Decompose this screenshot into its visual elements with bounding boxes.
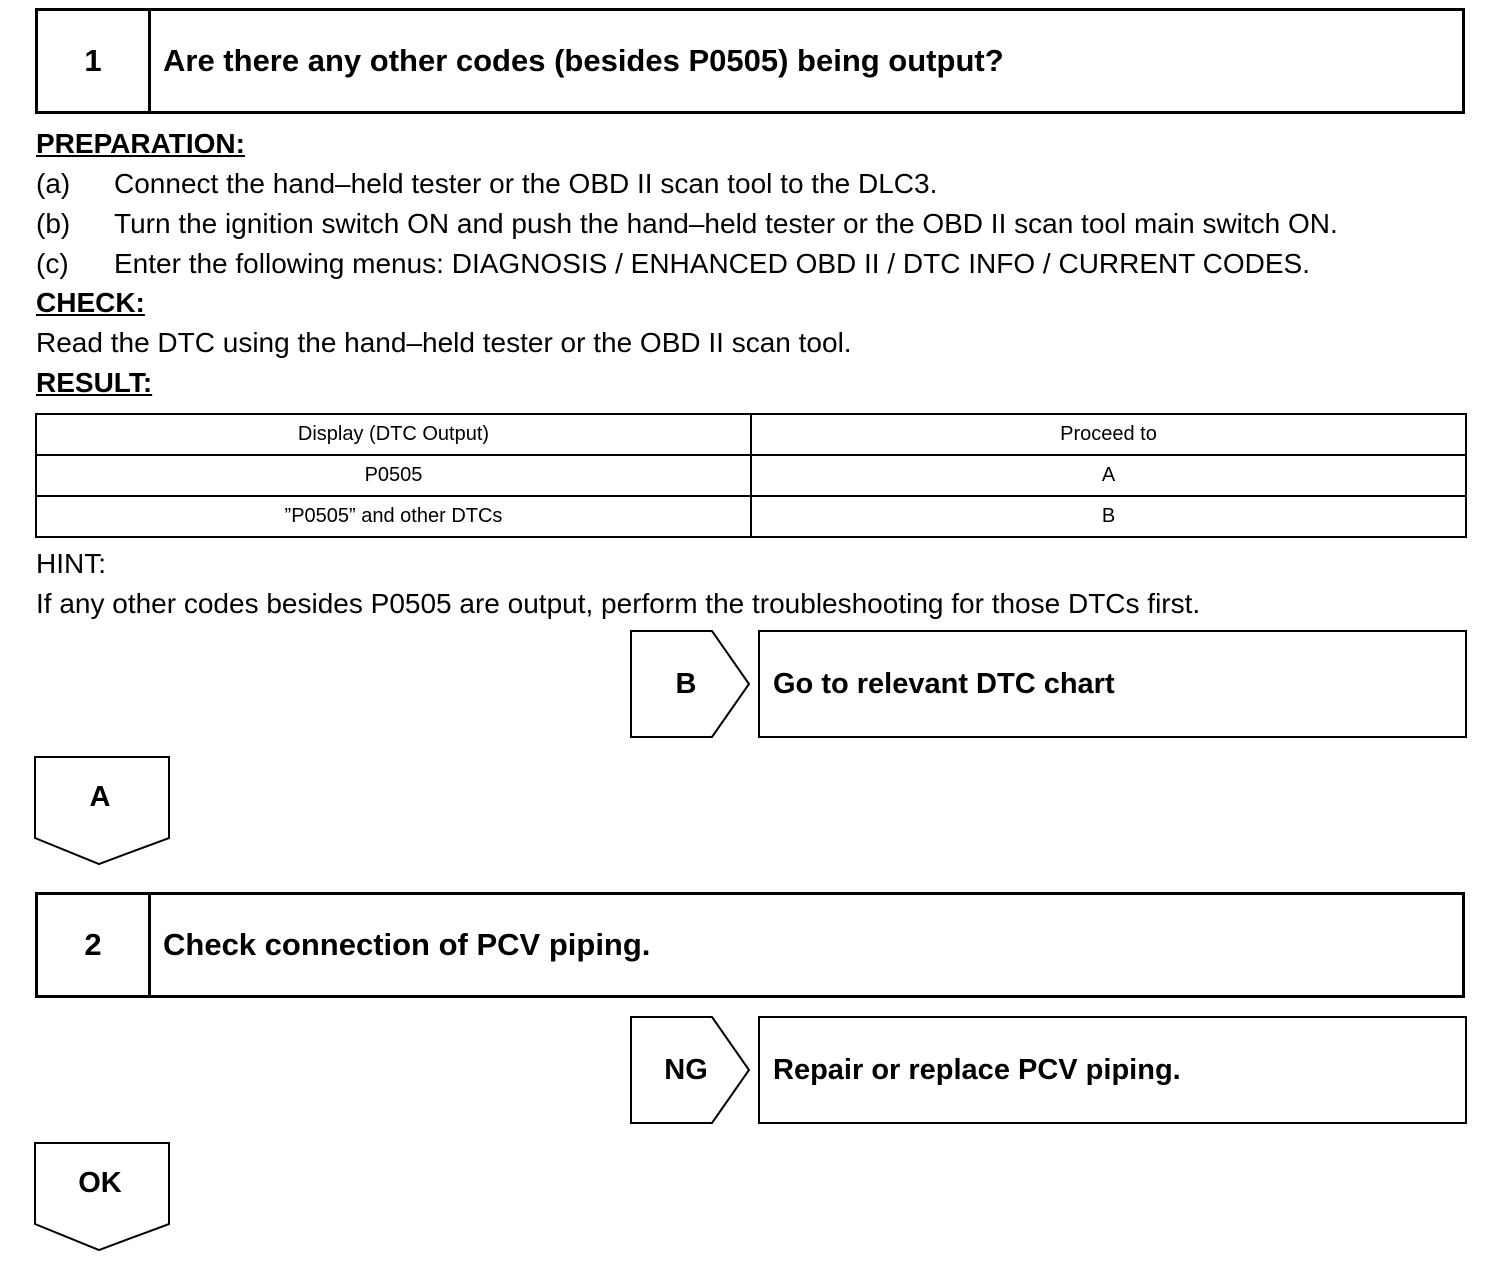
step-1-header <box>35 8 1465 114</box>
table-cell-proceed: B <box>751 496 1466 537</box>
branch-b-result: Go to relevant DTC chart <box>758 630 1467 738</box>
table-row <box>36 455 1466 496</box>
table-cell-display: ”P0505” and other DTCs <box>36 496 751 537</box>
branch-ng-label: NG <box>664 1053 708 1086</box>
preparation-item-label: (a) <box>36 168 71 199</box>
table-header-row <box>36 414 1466 455</box>
column-header-proceed: Proceed to <box>751 414 1466 455</box>
step-2-title: Check connection of PCV piping. <box>163 927 651 962</box>
preparation-item-label: (b) <box>36 208 71 239</box>
preparation-item-label: (c) <box>36 248 69 279</box>
result-table <box>35 413 1467 538</box>
branch-a-label: A <box>89 780 111 813</box>
step-2-header <box>35 892 1465 998</box>
hint-text: If any other codes besides P0505 are output, perform the troubleshooting for those DTCs first. <box>36 588 1201 619</box>
result-heading: RESULT: <box>36 367 153 398</box>
step-1-title: Are there any other codes (besides P0505) being output? <box>163 43 1004 78</box>
step-2-number: 2 <box>38 895 151 995</box>
step-1-number: 1 <box>38 11 151 111</box>
preparation-heading: PREPARATION: <box>36 128 245 159</box>
preparation-item-c <box>36 248 1310 280</box>
table-cell-proceed: A <box>751 455 1466 496</box>
check-heading: CHECK: <box>36 287 145 318</box>
column-header-display: Display (DTC Output) <box>36 414 751 455</box>
branch-ng-result: Repair or replace PCV piping. <box>758 1016 1467 1124</box>
preparation-item-text: Connect the hand–held tester or the OBD II scan tool to the DLC3. <box>114 168 938 199</box>
check-text: Read the DTC using the hand–held tester or the OBD II scan tool. <box>36 327 852 358</box>
branch-ok-label: OK <box>78 1166 122 1199</box>
hint-heading: HINT: <box>36 548 106 579</box>
preparation-item-b <box>36 208 1338 240</box>
preparation-item-text: Turn the ignition switch ON and push the hand–held tester or the OBD II scan tool main switch ON. <box>114 208 1338 239</box>
table-cell-display: P0505 <box>36 455 751 496</box>
branch-b-label: B <box>675 667 697 700</box>
table-row <box>36 496 1466 537</box>
preparation-item-text: Enter the following menus: DIAGNOSIS / ENHANCED OBD II / DTC INFO / CURRENT CODES. <box>114 248 1310 279</box>
preparation-item-a <box>36 168 937 200</box>
